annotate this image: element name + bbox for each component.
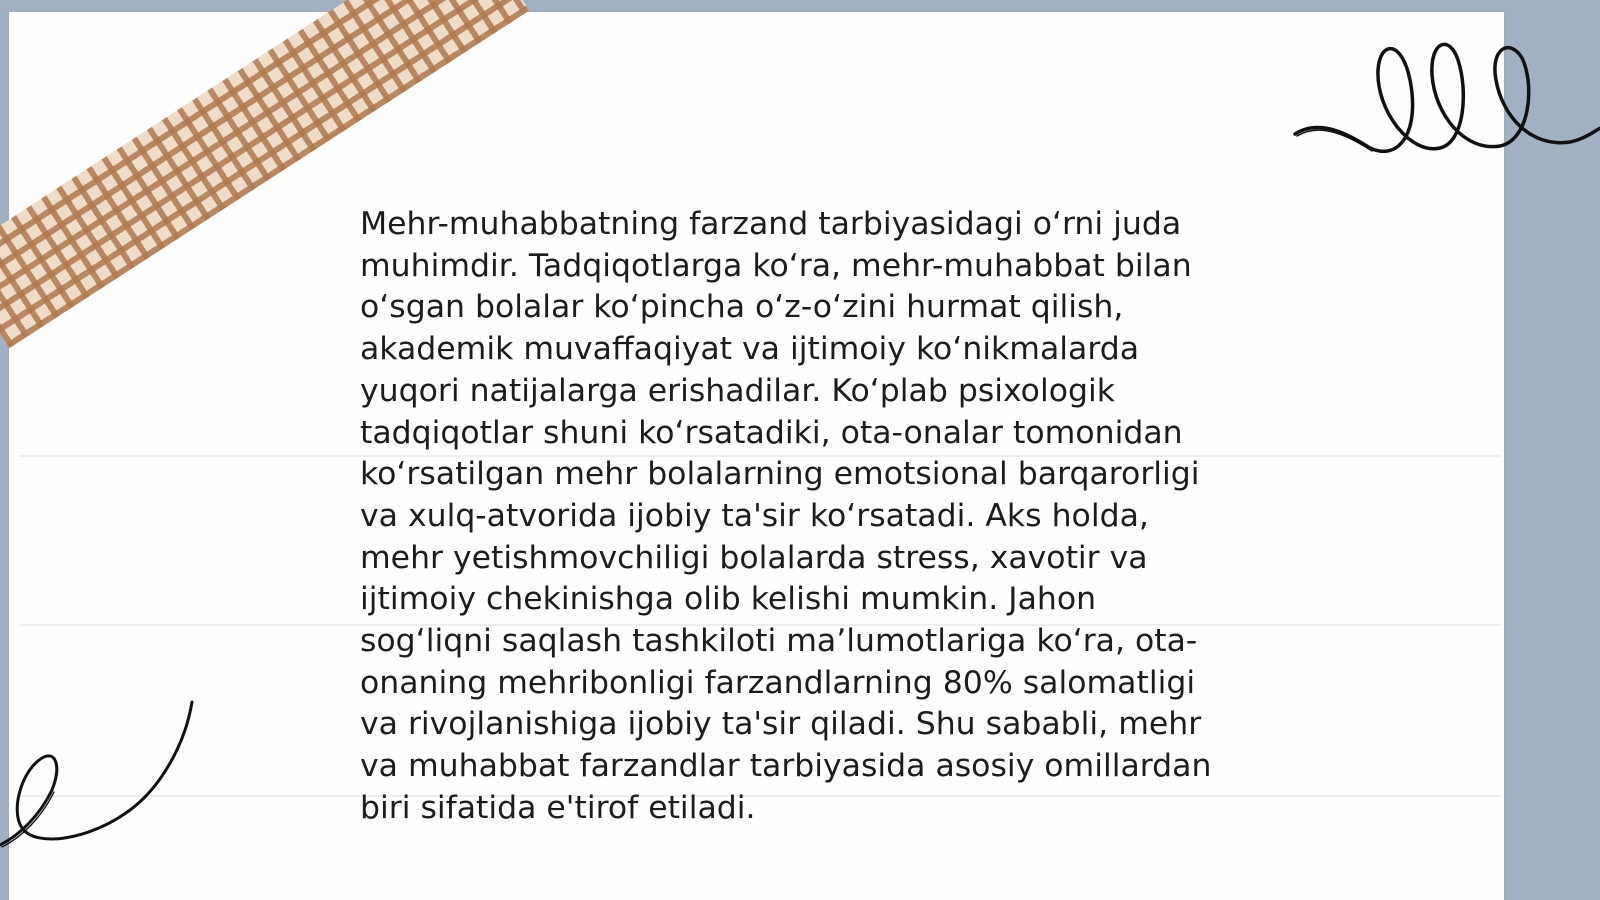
loop-squiggle-icon xyxy=(1290,30,1600,170)
swirl-squiggle-icon xyxy=(0,700,200,860)
body-paragraph: Mehr-muhabbatning farzand tarbiyasidagi o‘rni juda muhimdir. Tadqiqotlarga ko‘ra, mehr-muhabbat bilan o‘sgan bolalar ko‘pincha o‘z-o‘zini hurmat qilish, akademik muvaffaqiyat va ijtimoiy ko‘nikmalarda yuqori natijalarga erishadilar. Ko‘plab psixologik tadqiqotlar shuni ko‘rsatadiki, ota-onalar tomonidan ko‘rsatilgan mehr bolalarning emotsional barqarorligi va xulq-atvorida ijobiy ta'sir ko‘rsatadi. Aks holda, mehr yetishmovchiligi bolalarda stress, xavotir va ijtimoiy chekinishga olib kelishi mumkin. Jahon sog‘liqni saqlash tashkiloti ma’lumotlariga ko‘ra, ota- onaning mehribonligi farzandlarning 80% salomatligi va rivojlanishiga ijobiy ta'sir qiladi. Shu sababli, mehr va muhabbat farzandlar tarbiyasida asosiy omillardan biri sifatida e'tirof etiladi. xyxy=(360,206,1212,826)
